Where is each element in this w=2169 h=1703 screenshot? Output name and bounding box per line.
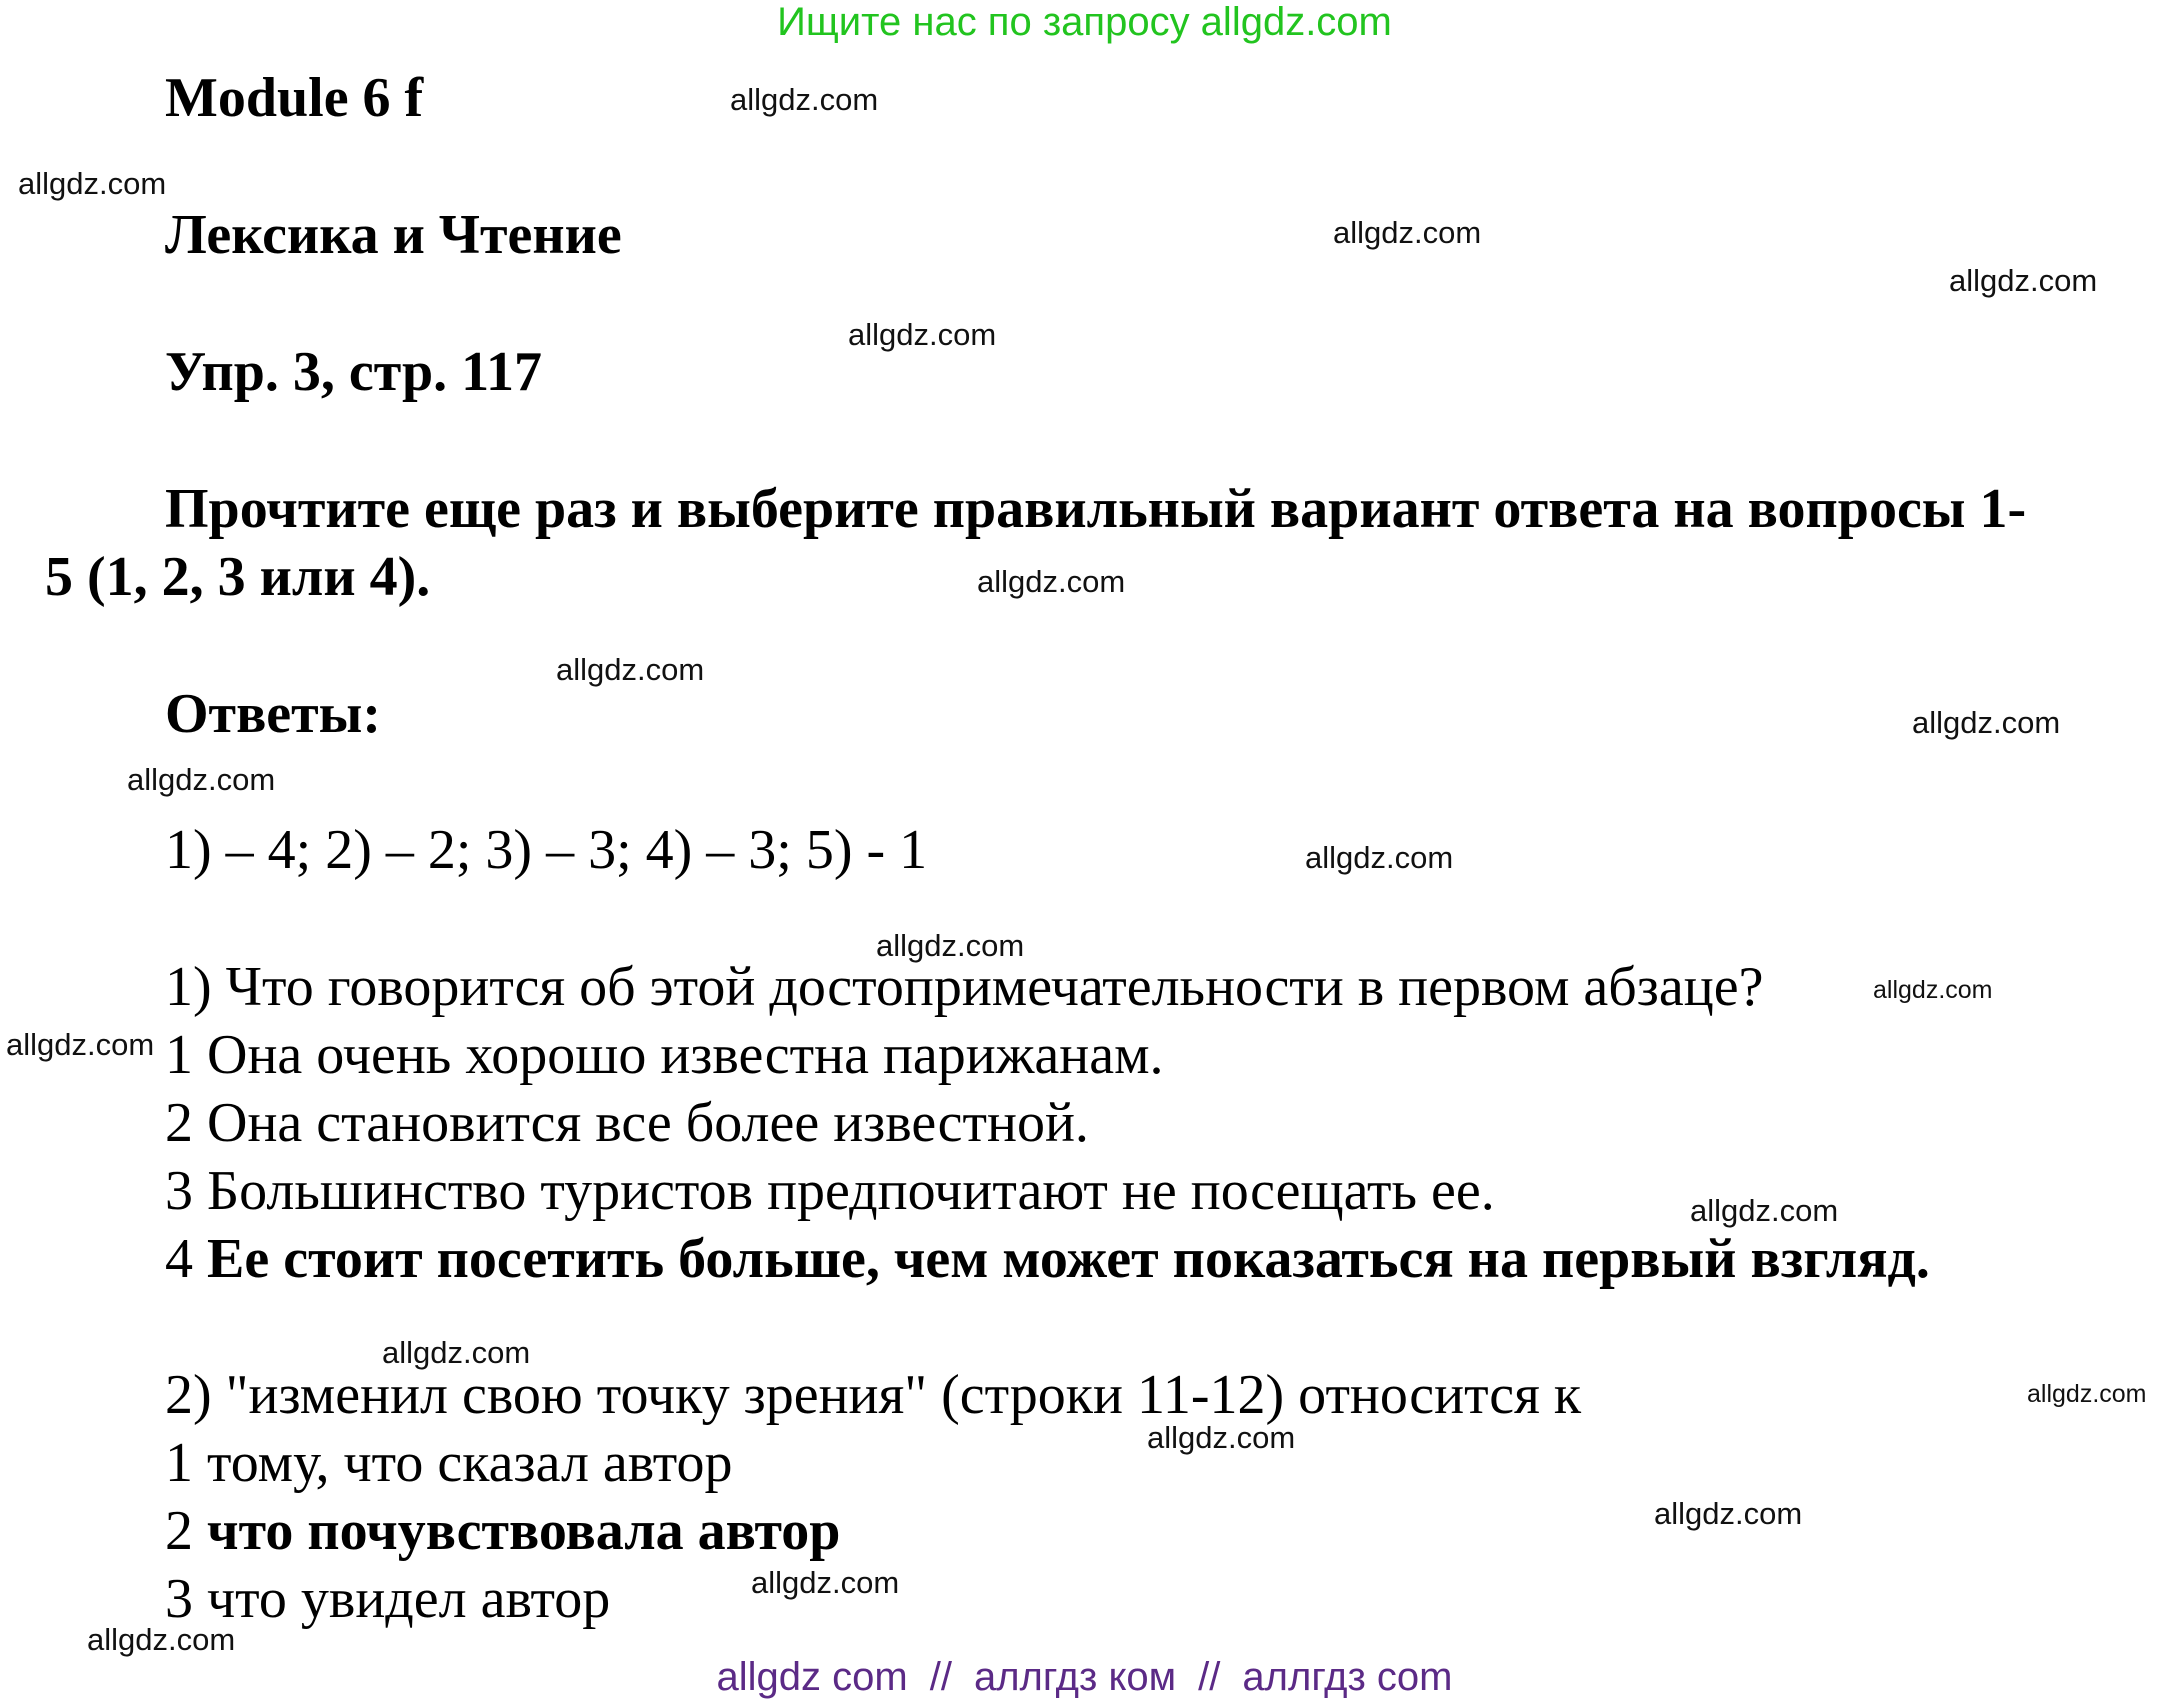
bottom-banner-part-2: аллгдз ком: [973, 1655, 1177, 1699]
watermark: allgdz.com: [1147, 1420, 1296, 1455]
watermark: allgdz.com: [1949, 263, 2098, 298]
watermark: allgdz.com: [87, 1622, 236, 1657]
question-1: 1) Что говорится об этой достопримечательности в первом абзаце?: [165, 956, 1764, 1018]
watermark: allgdz.com: [876, 928, 1025, 963]
watermark: allgdz.com: [556, 652, 705, 687]
watermark: allgdz.com: [730, 82, 879, 117]
task-line-2: 5 (1, 2, 3 или 4).: [45, 546, 431, 608]
module-title: Module 6 f: [165, 67, 424, 129]
answers-heading: Ответы:: [165, 683, 382, 745]
watermark: allgdz.com: [1690, 1193, 1839, 1228]
watermark: allgdz.com: [2027, 1380, 2147, 1408]
task-line-1: Прочтите еще раз и выберите правильный вариант ответа на вопросы 1-: [165, 478, 2027, 540]
q1-option-3: 3 Большинство туристов предпочитают не посещать ее.: [165, 1160, 1495, 1222]
watermark: allgdz.com: [1305, 840, 1454, 875]
watermark: allgdz.com: [1654, 1496, 1803, 1531]
bottom-banner-part-1: allgdz com: [716, 1655, 908, 1699]
bottom-banner-separator: //: [929, 1655, 952, 1699]
watermark: allgdz.com: [1333, 215, 1482, 250]
q2-option-1: 1 тому, что сказал автор: [165, 1432, 733, 1494]
q1-option-1: 1 Она очень хорошо известна парижанам.: [165, 1024, 1164, 1086]
question-2: 2) "изменил свою точку зрения" (строки 11-12) относится к: [165, 1364, 1582, 1426]
watermark: allgdz.com: [6, 1027, 155, 1062]
watermark: allgdz.com: [382, 1335, 531, 1370]
bottom-banner: [0, 1655, 2169, 1700]
q2-option-2-correct: 2 что почувствовала автор: [165, 1500, 841, 1562]
watermark: allgdz.com: [18, 166, 167, 201]
bottom-banner-separator: //: [1198, 1655, 1221, 1699]
q2-option-3: 3 что увидел автор: [165, 1568, 611, 1630]
watermark: allgdz.com: [751, 1565, 900, 1600]
q1-option-4-correct: 4 Ее стоит посетить больше, чем может показаться на первый взгляд.: [165, 1228, 1930, 1290]
watermark: allgdz.com: [127, 762, 276, 797]
watermark: allgdz.com: [848, 317, 997, 352]
exercise-title: Упр. 3, стр. 117: [165, 341, 543, 403]
q1-option-2: 2 Она становится все более известной.: [165, 1092, 1089, 1154]
top-banner: Ищите нас по запросу allgdz.com: [777, 0, 1392, 44]
watermark: allgdz.com: [1912, 705, 2061, 740]
watermark: allgdz.com: [1873, 976, 1993, 1004]
section-title: Лексика и Чтение: [165, 204, 622, 266]
watermark: allgdz.com: [977, 564, 1126, 599]
bottom-banner-part-3: аллгдз com: [1242, 1655, 1453, 1699]
answers-summary: 1) – 4; 2) – 2; 3) – 3; 4) – 3; 5) - 1: [165, 819, 928, 881]
